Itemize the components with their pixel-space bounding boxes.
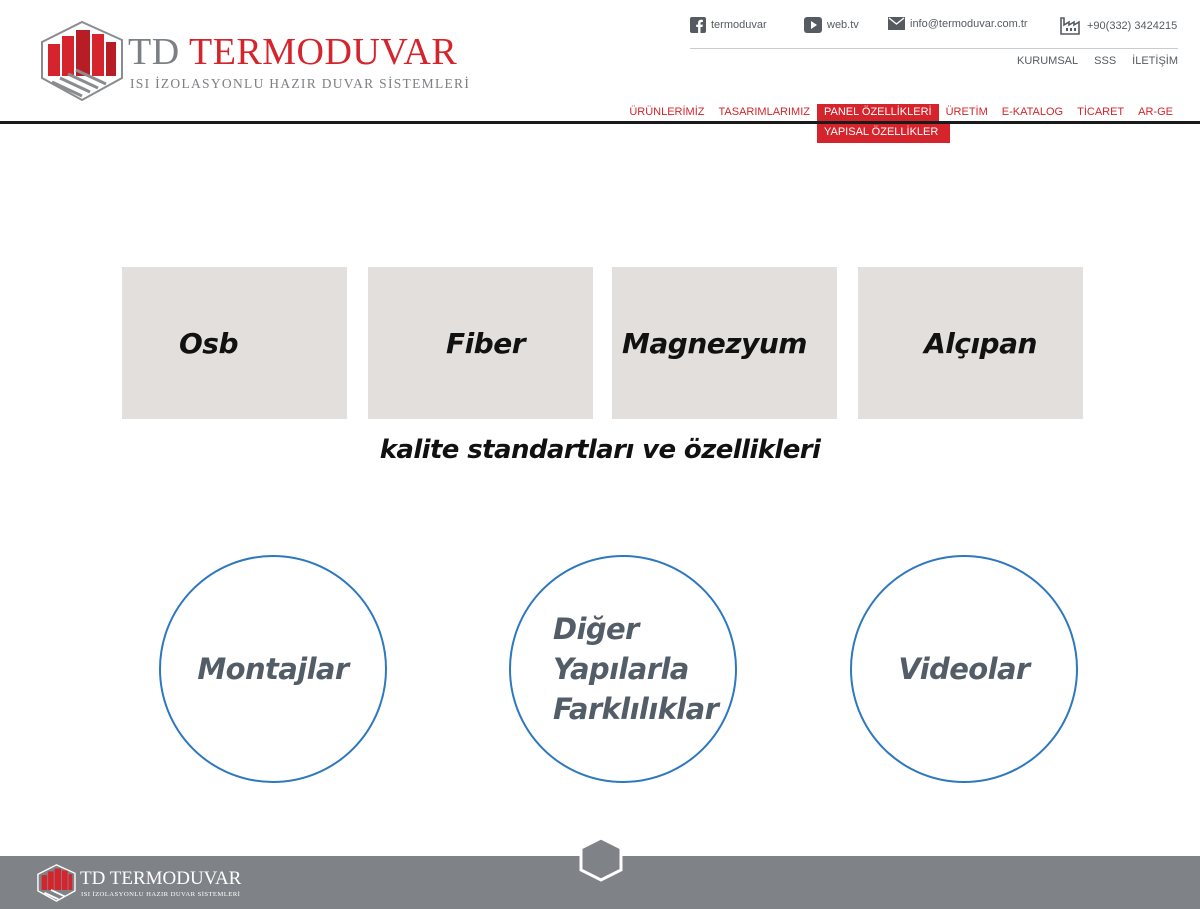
hexagon-icon[interactable]: [577, 836, 625, 882]
circle-videolar[interactable]: [850, 555, 1078, 783]
contact-bar: [690, 17, 1180, 39]
circle-diger-line-1: Diğer: [553, 612, 639, 646]
nav-ar-ge[interactable]: AR-GE: [1138, 106, 1173, 118]
footer-title: TD TERMODUVAR: [80, 868, 242, 889]
webtv-label: web.tv: [827, 19, 859, 31]
facebook-icon: [690, 17, 706, 33]
nav-e-katalog[interactable]: E-KATALOG: [1001, 106, 1064, 118]
nav-urunlerimiz[interactable]: ÜRÜNLERİMİZ: [629, 106, 705, 118]
footer-subtitle: ISI İZOLASYONLU HAZIR DUVAR SİSTEMLERİ: [81, 891, 241, 898]
panel-alcipan-label: Alçıpan: [924, 326, 1037, 360]
panel-osb[interactable]: [122, 267, 347, 419]
panel-fiber[interactable]: [368, 267, 593, 419]
nav-tasarimlarimiz[interactable]: TASARIMLARIMIZ: [718, 106, 810, 118]
phone-label: +90(332) 3424215: [1087, 20, 1178, 32]
nav-kurumsal[interactable]: KURUMSAL: [1017, 55, 1079, 67]
footer-building-logo-icon: [36, 864, 76, 902]
email-link[interactable]: [888, 17, 1028, 30]
header-divider: [0, 121, 1200, 124]
play-icon: [804, 17, 822, 33]
facebook-label: termoduvar: [711, 19, 767, 31]
webtv-link[interactable]: [804, 17, 859, 33]
panel-fiber-label: Fiber: [445, 326, 526, 360]
circle-montajlar-label: Montajlar: [197, 652, 349, 686]
building-logo-icon: [38, 20, 124, 102]
nav-iletisim[interactable]: İLETİŞİM: [1132, 55, 1178, 67]
brand-logo[interactable]: [38, 20, 471, 104]
panel-magnezyum[interactable]: [612, 267, 837, 419]
phone-link[interactable]: [1060, 17, 1177, 35]
main-nav: [622, 104, 1180, 138]
nav-sss[interactable]: SSS: [1094, 55, 1117, 67]
circle-montajlar[interactable]: [159, 555, 387, 783]
facebook-link[interactable]: [690, 17, 767, 33]
dropdown-yapisal-ozellikler[interactable]: YAPISAL ÖZELLİKLER: [817, 121, 950, 143]
footer-logo[interactable]: [36, 864, 242, 904]
panel-osb-label: Osb: [178, 326, 238, 360]
brand-title: TD TERMODUVAR: [128, 31, 458, 73]
circle-videolar-label: Videolar: [898, 652, 1030, 686]
circle-diger-line-2: Yapılarla: [553, 652, 689, 686]
email-label: info@termoduvar.com.tr: [910, 17, 1028, 30]
factory-icon: [1060, 17, 1082, 35]
mail-icon: [888, 17, 905, 30]
panel-alcipan[interactable]: [858, 267, 1083, 419]
circle-diger-label: [511, 609, 718, 729]
nav-panel-ozellikleri-label: PANEL ÖZELLİKLERİ: [823, 106, 932, 118]
circle-diger-line-3: Farklılıklar: [553, 692, 719, 726]
brand-subtitle: ISI İZOLASYONLU HAZIR DUVAR SİSTEMLERİ: [130, 76, 471, 91]
nav-uretim[interactable]: ÜRETİM: [945, 106, 988, 118]
standards-heading: kalite standartları ve özellikleri: [379, 435, 821, 465]
circle-diger-yapilarla[interactable]: [509, 555, 737, 783]
topbar-divider: [690, 48, 1178, 49]
nav-ticaret[interactable]: TİCARET: [1077, 106, 1125, 118]
nav-panel-ozellikleri[interactable]: [817, 104, 939, 138]
panel-magnezyum-label: Magnezyum: [622, 326, 807, 360]
secondary-nav: [1017, 55, 1178, 67]
